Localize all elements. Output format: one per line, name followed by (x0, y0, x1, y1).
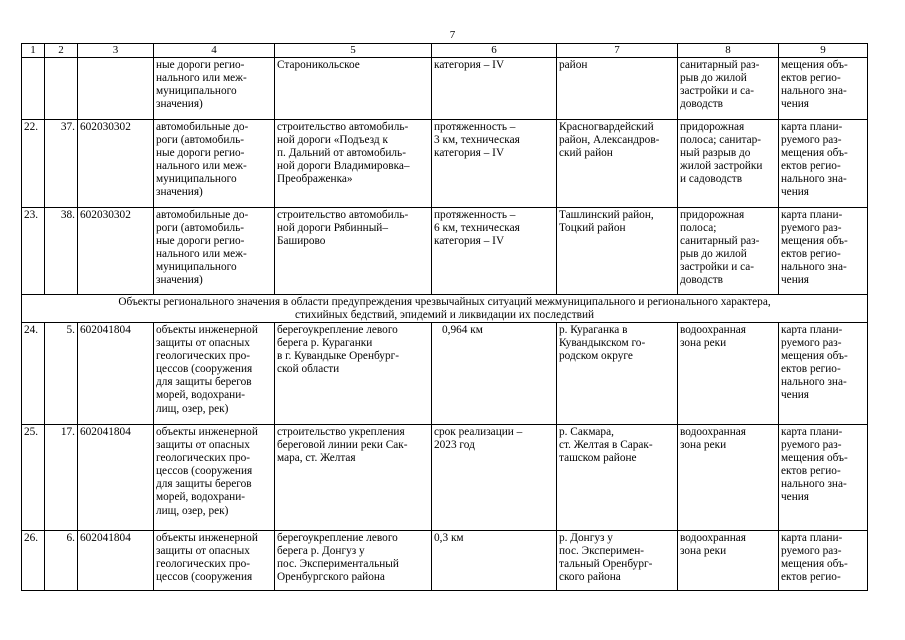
table-row-continuation (22, 58, 868, 120)
cell-code (78, 58, 154, 120)
cell-characteristics: срок реализации – 2023 год (432, 425, 557, 531)
cell-index: 24. (22, 323, 45, 425)
cell-location: Ташлинский район, Тоцкий район (557, 208, 678, 295)
cell-object-type: объекты инженерной защиты от опасных геологических про- цессов (сооружения (154, 531, 275, 591)
cell-object-name: берегоукрепление левого берега р. Кураганки в г. Кувандыке Оренбург- ской области (275, 323, 432, 425)
cell-number: 38. (45, 208, 78, 295)
cell-characteristics: 0,964 км (432, 323, 557, 425)
cell-location: Красногвардейский район, Александров- ский район (557, 120, 678, 208)
column-header-8: 8 (678, 44, 779, 58)
cell-number: 37. (45, 120, 78, 208)
cell-map: карта плани- руемого раз- мещения объ- ектов регио- (779, 531, 868, 591)
cell-object-name: строительство автомобиль- ной дороги Рябинный– Баширово (275, 208, 432, 295)
cell-code: 602030302 (78, 208, 154, 295)
cell-object-type: автомобильные до- роги (автомобиль- ные дороги регио- нального или меж- муниципального значения) (154, 120, 275, 208)
cell-number (45, 58, 78, 120)
cell-object-type: объекты инженерной защиты от опасных геологических про- цессов (сооружения для защиты берегов морей, водохрани- лищ, озер, рек) (154, 425, 275, 531)
cell-map: карта плани- руемого раз- мещения объ- ектов регио- нального зна- чения (779, 425, 868, 531)
cell-zones: водоохранная зона реки (678, 425, 779, 531)
page-number: 7 (449, 29, 456, 41)
cell-map: карта плани- руемого раз- мещения объ- ектов регио- нального зна- чения (779, 323, 868, 425)
cell-number: 5. (45, 323, 78, 425)
table-row (22, 425, 868, 531)
cell-index (22, 58, 45, 120)
cell-index: 25. (22, 425, 45, 531)
cell-map: мещения объ- ектов регио- нального зна- чения (779, 58, 868, 120)
section-heading-row (22, 295, 868, 323)
cell-zones: санитарный раз- рыв до жилой застройки и са- доводств (678, 58, 779, 120)
column-header-6: 6 (432, 44, 557, 58)
cell-characteristics: 0,3 км (432, 531, 557, 591)
cell-location: район (557, 58, 678, 120)
cell-zones: придорожная полоса; санитар- ный разрыв до жилой застройки и садоводств (678, 120, 779, 208)
table-row (22, 120, 868, 208)
cell-location: р. Сакмара, ст. Желтая в Сарак- ташском районе (557, 425, 678, 531)
cell-object-name: Староникольское (275, 58, 432, 120)
cell-characteristics: протяженность – 6 км, техническая категория – IV (432, 208, 557, 295)
cell-zones: водоохранная зона реки (678, 531, 779, 591)
document-table (21, 43, 868, 591)
column-header-9: 9 (779, 44, 868, 58)
cell-characteristics: протяженность – 3 км, техническая категория – IV (432, 120, 557, 208)
column-header-5: 5 (275, 44, 432, 58)
cell-object-type: ные дороги регио- нального или меж- муниципального значения) (154, 58, 275, 120)
table-row (22, 323, 868, 425)
table-row (22, 208, 868, 295)
cell-object-type: объекты инженерной защиты от опасных геологических про- цессов (сооружения для защиты берегов морей, водохрани- лищ, озер, рек) (154, 323, 275, 425)
cell-code: 602041804 (78, 531, 154, 591)
cell-code: 602030302 (78, 120, 154, 208)
cell-object-name: берегоукрепление левого берега р. Донгуз у пос. Экспериментальный Оренбургского района (275, 531, 432, 591)
column-header-3: 3 (78, 44, 154, 58)
cell-zones: водоохранная зона реки (678, 323, 779, 425)
table-header-row (22, 44, 868, 58)
cell-object-name: строительство автомобиль- ной дороги «Подъезд к п. Дальний от автомобиль- ной дороги Владимировка– Преображенка» (275, 120, 432, 208)
cell-location: р. Донгуз у пос. Эксперимен- тальный Оренбург- ского района (557, 531, 678, 591)
cell-index: 22. (22, 120, 45, 208)
cell-object-type: автомобильные до- роги (автомобиль- ные дороги регио- нального или меж- муниципального значения) (154, 208, 275, 295)
table-row (22, 531, 868, 591)
cell-code: 602041804 (78, 425, 154, 531)
column-header-7: 7 (557, 44, 678, 58)
cell-map: карта плани- руемого раз- мещения объ- ектов регио- нального зна- чения (779, 120, 868, 208)
cell-object-name: строительство укрепления береговой линии реки Сак- мара, ст. Желтая (275, 425, 432, 531)
cell-index: 23. (22, 208, 45, 295)
cell-number: 17. (45, 425, 78, 531)
cell-zones: придорожная полоса; санитарный раз- рыв до жилой застройки и са- доводств (678, 208, 779, 295)
column-header-4: 4 (154, 44, 275, 58)
column-header-2: 2 (45, 44, 78, 58)
cell-code: 602041804 (78, 323, 154, 425)
cell-map: карта плани- руемого раз- мещения объ- ектов регио- нального зна- чения (779, 208, 868, 295)
cell-characteristics: категория – IV (432, 58, 557, 120)
section-heading: Объекты регионального значения в области предупреждения чрезвычайных ситуаций межмуниципального и регионального характера, стихийных бедствий, эпидемий и ликвидации их последствий (22, 295, 868, 323)
cell-number: 6. (45, 531, 78, 591)
cell-index: 26. (22, 531, 45, 591)
cell-location: р. Кураганка в Кувандыкском го- родском округе (557, 323, 678, 425)
column-header-1: 1 (22, 44, 45, 58)
